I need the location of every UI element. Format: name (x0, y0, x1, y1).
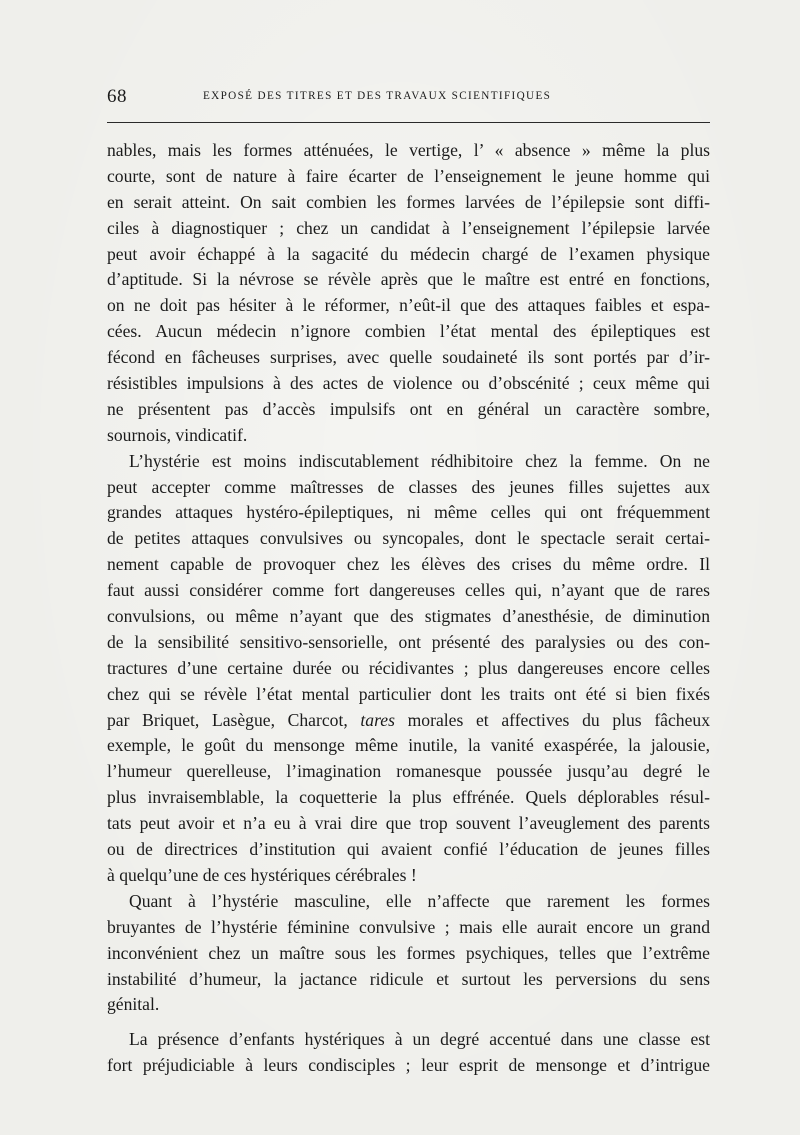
text-line: faut aussi considérer comme fort dangereuses celles qui, n’ayant que de rares (107, 580, 710, 601)
text-line: nement capable de provoquer chez les élèves des crises du même ordre. Il (107, 554, 710, 575)
text-line: résistibles impulsions à des actes de violence ou d’obscénité ; ceux même qui (107, 373, 710, 394)
text-line: en serait atteint. On sait combien les formes larvées de l’épilepsie sont diffi- (107, 191, 710, 212)
text-line: fécond en fâcheuses surprises, avec quelle soudaineté ils sont portés par d’ir- (107, 347, 710, 368)
text-line: ciles à diagnostiquer ; chez un candidat à l’enseignement l’épilepsie larvée (107, 217, 710, 238)
body-text (107, 138, 710, 1079)
text-line: bruyantes de l’hystérie féminine convulsive ; mais elle aurait encore un grand (107, 916, 710, 937)
text-line: instabilité d’humeur, la jactance ridicule et surtout les perversions du sens (107, 968, 710, 989)
italic-word: tares (360, 709, 395, 730)
text-line: grandes attaques hystéro-épileptiques, ni même celles qui ont fréquemment (107, 502, 710, 523)
text-line: convulsions, ou même n’ayant que des stigmates d’anesthésie, de diminution (107, 606, 710, 627)
text-line: ne présentent pas d’accès impulsifs ont en général un caractère sombre, (107, 398, 710, 419)
text-line: Quant à l’hystérie masculine, elle n’affecte que rarement les formes (129, 890, 710, 911)
text-line: cées. Aucun médecin n’ignore combien l’état mental des épileptiques est (107, 321, 710, 342)
paragraph-hysteria-men (107, 889, 710, 1018)
text-line: peut accepter comme maîtresses de classes des jeunes filles sujettes aux (107, 476, 710, 497)
text-line: de petites attaques convulsives ou syncopales, dont le spectacle serait certai- (107, 528, 710, 549)
text-line-with-italic (107, 708, 710, 734)
running-title: EXPOSÉ DES TITRES ET DES TRAVAUX SCIENTIFIQUES (203, 90, 552, 102)
text-line: tractures d’une certaine durée ou récidivantes ; plus dangereuses encore celles (107, 657, 710, 678)
text-line: on ne doit pas hésiter à le réformer, n’eût-il que des attaques faibles et espa- (107, 295, 710, 316)
text-line: chez qui se révèle l’état mental particulier dont les traits ont été si bien fixés (107, 683, 710, 704)
text-line: peut avoir échappé à la sagacité du médecin chargé de l’examen physique (107, 243, 710, 264)
paragraph-spacing (107, 1018, 710, 1027)
page-header (107, 86, 710, 112)
page-number: 68 (107, 86, 127, 107)
paragraph-hysteria-women (107, 449, 710, 889)
text-line: nables, mais les formes atténuées, le vertige, l’ « absence » même la plus (107, 140, 710, 160)
text-line: exemple, le goût du mensonge même inutile, la vanité exaspérée, la jalousie, (107, 735, 710, 756)
text-line: La présence d’enfants hystériques à un degré accentué dans une classe est (129, 1029, 710, 1050)
text-line: génital. (107, 994, 160, 1015)
text-segment: morales et affectives du plus fâcheux (407, 709, 710, 730)
text-line: tats peut avoir et n’a eu à vrai dire que trop souvent l’aveuglement des parents (107, 813, 710, 834)
paragraph-hysteric-children (107, 1027, 710, 1079)
text-line: sournois, vindicatif. (107, 424, 248, 445)
paragraph-epilepsy (107, 138, 710, 449)
text-line: inconvénient chez un maître sous les formes psychiques, telles que l’extrême (107, 942, 710, 963)
text-line: de la sensibilité sensitivo-sensorielle, ont présenté des paralysies ou des con- (107, 631, 710, 652)
text-line: plus invraisemblable, la coquetterie la plus effrénée. Quels déplorables résul- (107, 787, 710, 808)
text-line: à quelqu’une de ces hystériques cérébrales ! (107, 864, 417, 885)
text-line: courte, sont de nature à faire écarter de l’enseignement le jeune homme qui (107, 165, 710, 186)
text-line: ou de directrices d’institution qui avaient confié l’éducation de jeunes filles (107, 839, 710, 860)
text-line: L’hystérie est moins indiscutablement rédhibitoire chez la femme. On ne (129, 450, 710, 471)
text-segment: par Briquet, Lasègue, Charcot, (107, 709, 348, 730)
text-line: d’aptitude. Si la névrose se révèle après que le maître est entré en fonctions, (107, 269, 710, 290)
text-line: l’humeur querelleuse, l’imagination romanesque poussée jusqu’au degré le (107, 761, 710, 782)
header-rule (107, 122, 710, 123)
text-line: fort préjudiciable à leurs condisciples ; leur esprit de mensonge et d’intrigue (107, 1055, 710, 1076)
